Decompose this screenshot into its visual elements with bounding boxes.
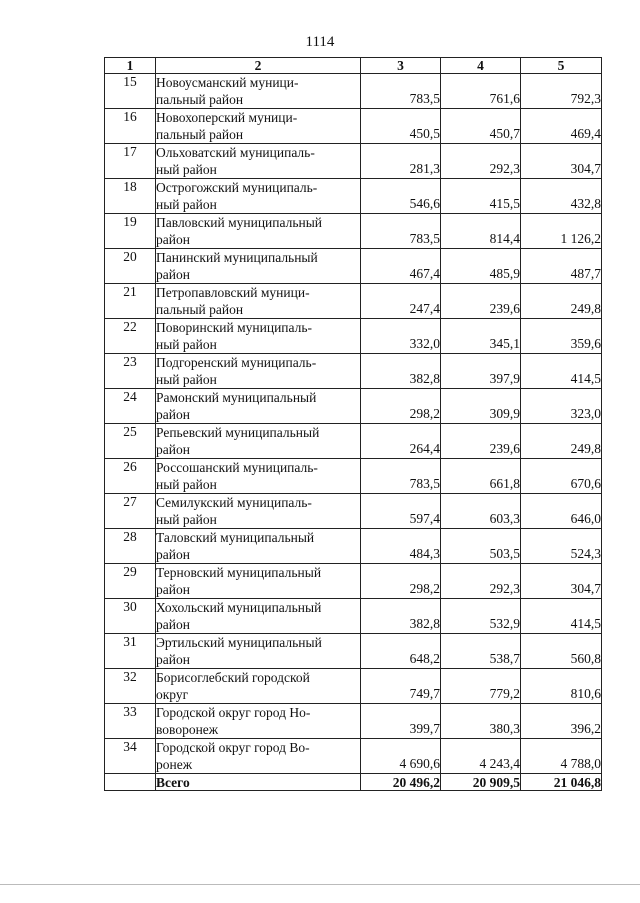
value-col-3 xyxy=(361,109,441,144)
value-col-4 xyxy=(441,634,521,669)
value-col-3 xyxy=(361,389,441,424)
district-name-line-2: пальный район xyxy=(156,92,244,107)
value-col-5 xyxy=(521,739,602,774)
value-text: 264,4 xyxy=(409,441,440,456)
table-row xyxy=(105,459,602,494)
value-col-3 xyxy=(361,529,441,564)
row-number: 27 xyxy=(105,494,156,529)
value-col-3 xyxy=(361,354,441,389)
value-col-5 xyxy=(521,389,602,424)
table-row xyxy=(105,599,602,634)
value-text: 414,5 xyxy=(570,371,601,386)
district-name-line-1: Городской округ город Но- xyxy=(156,705,311,720)
value-col-5 xyxy=(521,669,602,704)
district-name-line-2: район xyxy=(156,407,190,422)
district-name xyxy=(156,109,361,144)
value-col-5 xyxy=(521,214,602,249)
table-row xyxy=(105,704,602,739)
value-col-3 xyxy=(361,284,441,319)
row-number: 16 xyxy=(105,109,156,144)
value-text: 281,3 xyxy=(409,161,440,176)
district-name-line-2: район xyxy=(156,232,190,247)
district-name-line-1: Городской округ город Во- xyxy=(156,740,310,755)
district-name-line-2: ронеж xyxy=(156,757,193,772)
header-col-1: 1 xyxy=(105,58,156,74)
value-col-4 xyxy=(441,704,521,739)
district-name-line-1: Семилукский муниципаль- xyxy=(156,495,312,510)
total-label: Всего xyxy=(156,774,361,791)
district-name-line-1: Россошанский муниципаль- xyxy=(156,460,318,475)
value-col-5 xyxy=(521,179,602,214)
district-name-line-1: Острогожский муниципаль- xyxy=(156,180,318,195)
value-col-5 xyxy=(521,704,602,739)
value-text: 345,1 xyxy=(489,336,520,351)
table-row xyxy=(105,354,602,389)
value-col-3 xyxy=(361,249,441,284)
value-text: 503,5 xyxy=(489,546,520,561)
district-name xyxy=(156,599,361,634)
value-text: 323,0 xyxy=(570,406,601,421)
value-text: 247,4 xyxy=(409,301,440,316)
row-number: 34 xyxy=(105,739,156,774)
value-text: 239,6 xyxy=(489,441,520,456)
district-name-line-1: Репьевский муниципальный xyxy=(156,425,320,440)
value-text: 761,6 xyxy=(489,91,520,106)
row-number: 19 xyxy=(105,214,156,249)
value-text: 249,8 xyxy=(570,441,601,456)
row-number: 21 xyxy=(105,284,156,319)
value-text: 304,7 xyxy=(570,581,601,596)
district-name-line-1: Поворинский муниципаль- xyxy=(156,320,313,335)
value-text: 399,7 xyxy=(409,721,440,736)
table-row xyxy=(105,669,602,704)
district-name xyxy=(156,669,361,704)
value-text: 359,6 xyxy=(570,336,601,351)
district-name-line-1: Новоусманский муници- xyxy=(156,75,299,90)
total-value-col-4: 20 909,5 xyxy=(441,774,521,791)
value-text: 298,2 xyxy=(409,581,440,596)
table-row xyxy=(105,634,602,669)
district-name-line-1: Панинский муниципальный xyxy=(156,250,318,265)
table-row xyxy=(105,214,602,249)
district-name xyxy=(156,459,361,494)
value-col-4 xyxy=(441,599,521,634)
value-col-3 xyxy=(361,494,441,529)
value-col-5 xyxy=(521,249,602,284)
value-col-4 xyxy=(441,564,521,599)
district-name xyxy=(156,529,361,564)
value-col-3 xyxy=(361,459,441,494)
value-text: 670,6 xyxy=(570,476,601,491)
value-col-3 xyxy=(361,319,441,354)
header-row xyxy=(105,58,602,74)
value-col-5 xyxy=(521,284,602,319)
district-name-line-2: ный район xyxy=(156,372,217,387)
district-name-line-2: район xyxy=(156,582,190,597)
value-text: 414,5 xyxy=(570,616,601,631)
district-name xyxy=(156,74,361,109)
value-col-5 xyxy=(521,599,602,634)
table-row xyxy=(105,179,602,214)
value-text: 487,7 xyxy=(570,266,601,281)
header-col-5: 5 xyxy=(521,58,602,74)
district-name xyxy=(156,284,361,319)
value-col-3 xyxy=(361,564,441,599)
value-text: 1 126,2 xyxy=(560,231,601,246)
value-text: 4 243,4 xyxy=(479,756,520,771)
row-number: 25 xyxy=(105,424,156,459)
value-col-4 xyxy=(441,319,521,354)
district-name xyxy=(156,564,361,599)
value-col-4 xyxy=(441,249,521,284)
table-row xyxy=(105,319,602,354)
district-name xyxy=(156,389,361,424)
value-text: 4 690,6 xyxy=(399,756,440,771)
table-row xyxy=(105,109,602,144)
value-col-4 xyxy=(441,739,521,774)
table-row xyxy=(105,424,602,459)
row-number: 20 xyxy=(105,249,156,284)
value-text: 467,4 xyxy=(409,266,440,281)
district-name xyxy=(156,249,361,284)
total-value-col-3: 20 496,2 xyxy=(361,774,441,791)
row-number: 15 xyxy=(105,74,156,109)
district-name xyxy=(156,494,361,529)
value-text: 524,3 xyxy=(570,546,601,561)
value-text: 382,8 xyxy=(409,616,440,631)
district-name-line-2: ный район xyxy=(156,512,217,527)
row-number: 18 xyxy=(105,179,156,214)
district-name-line-1: Павловский муниципальный xyxy=(156,215,323,230)
header-col-2: 2 xyxy=(156,58,361,74)
value-col-5 xyxy=(521,354,602,389)
district-name-line-2: округ xyxy=(156,687,189,702)
value-col-4 xyxy=(441,669,521,704)
district-name xyxy=(156,214,361,249)
row-number: 30 xyxy=(105,599,156,634)
value-text: 298,2 xyxy=(409,406,440,421)
value-text: 415,5 xyxy=(489,196,520,211)
value-text: 532,9 xyxy=(489,616,520,631)
value-col-3 xyxy=(361,669,441,704)
value-text: 380,3 xyxy=(489,721,520,736)
value-text: 783,5 xyxy=(409,476,440,491)
district-name-line-1: Новохоперский муници- xyxy=(156,110,298,125)
total-value-col-5: 21 046,8 xyxy=(521,774,602,791)
value-col-4 xyxy=(441,74,521,109)
district-name-line-1: Рамонский муниципальный xyxy=(156,390,317,405)
value-col-4 xyxy=(441,284,521,319)
value-col-5 xyxy=(521,319,602,354)
value-text: 4 788,0 xyxy=(560,756,601,771)
district-name xyxy=(156,704,361,739)
row-number: 17 xyxy=(105,144,156,179)
total-row xyxy=(105,774,602,791)
value-col-3 xyxy=(361,424,441,459)
district-name xyxy=(156,739,361,774)
table-row xyxy=(105,249,602,284)
value-col-4 xyxy=(441,424,521,459)
value-text: 396,2 xyxy=(570,721,601,736)
page-number: 1114 xyxy=(305,34,335,50)
value-text: 814,4 xyxy=(489,231,520,246)
value-col-3 xyxy=(361,634,441,669)
value-text: 309,9 xyxy=(489,406,520,421)
district-name xyxy=(156,144,361,179)
table-row xyxy=(105,144,602,179)
value-text: 783,5 xyxy=(409,91,440,106)
value-col-4 xyxy=(441,109,521,144)
row-number: 33 xyxy=(105,704,156,739)
table-row xyxy=(105,284,602,319)
value-col-5 xyxy=(521,564,602,599)
district-name-line-2: район xyxy=(156,547,190,562)
value-text: 397,9 xyxy=(489,371,520,386)
row-number: 22 xyxy=(105,319,156,354)
value-col-3 xyxy=(361,179,441,214)
value-text: 560,8 xyxy=(570,651,601,666)
district-name-line-1: Ольховатский муниципаль- xyxy=(156,145,315,160)
district-name-line-2: ный район xyxy=(156,477,217,492)
district-name xyxy=(156,354,361,389)
value-col-3 xyxy=(361,214,441,249)
value-text: 546,6 xyxy=(409,196,440,211)
value-text: 538,7 xyxy=(489,651,520,666)
district-name-line-2: воворонеж xyxy=(156,722,219,737)
value-text: 749,7 xyxy=(409,686,440,701)
district-name-line-1: Эртильский муниципальный xyxy=(156,635,322,650)
district-name-line-1: Борисоглебский городской xyxy=(156,670,310,685)
value-text: 783,5 xyxy=(409,231,440,246)
value-col-5 xyxy=(521,109,602,144)
budget-table xyxy=(104,57,602,791)
value-col-5 xyxy=(521,144,602,179)
header-col-4: 4 xyxy=(441,58,521,74)
district-name-line-2: район xyxy=(156,652,190,667)
district-name-line-1: Терновский муниципальный xyxy=(156,565,322,580)
value-text: 484,3 xyxy=(409,546,440,561)
value-col-4 xyxy=(441,179,521,214)
total-empty-cell xyxy=(105,774,156,791)
district-name-line-2: ный район xyxy=(156,337,217,352)
district-name-line-2: ный район xyxy=(156,162,217,177)
row-number: 32 xyxy=(105,669,156,704)
value-col-5 xyxy=(521,634,602,669)
value-col-5 xyxy=(521,529,602,564)
district-name-line-2: ный район xyxy=(156,197,217,212)
row-number: 28 xyxy=(105,529,156,564)
value-text: 450,7 xyxy=(489,126,520,141)
district-name-line-1: Петропавловский муници- xyxy=(156,285,310,300)
table-row xyxy=(105,389,602,424)
value-text: 661,8 xyxy=(489,476,520,491)
district-name-line-1: Хохольский муниципальный xyxy=(156,600,322,615)
value-col-5 xyxy=(521,74,602,109)
value-text: 810,6 xyxy=(570,686,601,701)
value-text: 469,4 xyxy=(570,126,601,141)
table-row xyxy=(105,74,602,109)
row-number: 31 xyxy=(105,634,156,669)
row-number: 26 xyxy=(105,459,156,494)
district-name-line-2: пальный район xyxy=(156,127,244,142)
value-col-4 xyxy=(441,214,521,249)
value-text: 292,3 xyxy=(489,581,520,596)
value-col-4 xyxy=(441,459,521,494)
value-text: 239,6 xyxy=(489,301,520,316)
table-row xyxy=(105,564,602,599)
value-col-4 xyxy=(441,389,521,424)
district-name-line-2: район xyxy=(156,267,190,282)
row-number: 29 xyxy=(105,564,156,599)
value-text: 332,0 xyxy=(409,336,440,351)
table-row xyxy=(105,739,602,774)
page-bottom-rule xyxy=(0,884,640,885)
value-col-3 xyxy=(361,144,441,179)
district-name xyxy=(156,179,361,214)
value-text: 249,8 xyxy=(570,301,601,316)
value-text: 779,2 xyxy=(489,686,520,701)
header-col-3: 3 xyxy=(361,58,441,74)
value-col-3 xyxy=(361,704,441,739)
value-text: 485,9 xyxy=(489,266,520,281)
value-text: 648,2 xyxy=(409,651,440,666)
value-col-4 xyxy=(441,494,521,529)
district-name xyxy=(156,424,361,459)
district-name-line-2: район xyxy=(156,442,190,457)
value-col-4 xyxy=(441,354,521,389)
value-col-3 xyxy=(361,599,441,634)
value-text: 597,4 xyxy=(409,511,440,526)
value-col-4 xyxy=(441,144,521,179)
value-col-3 xyxy=(361,739,441,774)
district-name xyxy=(156,634,361,669)
value-text: 450,5 xyxy=(409,126,440,141)
value-col-4 xyxy=(441,529,521,564)
value-col-5 xyxy=(521,424,602,459)
value-text: 603,3 xyxy=(489,511,520,526)
value-col-5 xyxy=(521,459,602,494)
district-name-line-1: Таловский муниципальный xyxy=(156,530,315,545)
value-col-3 xyxy=(361,74,441,109)
table-row xyxy=(105,529,602,564)
value-text: 382,8 xyxy=(409,371,440,386)
row-number: 24 xyxy=(105,389,156,424)
table-row xyxy=(105,494,602,529)
district-name-line-2: район xyxy=(156,617,190,632)
value-text: 646,0 xyxy=(570,511,601,526)
district-name xyxy=(156,319,361,354)
district-name-line-2: пальный район xyxy=(156,302,244,317)
value-text: 304,7 xyxy=(570,161,601,176)
value-text: 792,3 xyxy=(570,91,601,106)
row-number: 23 xyxy=(105,354,156,389)
value-text: 292,3 xyxy=(489,161,520,176)
value-col-5 xyxy=(521,494,602,529)
district-name-line-1: Подгоренский муниципаль- xyxy=(156,355,317,370)
value-text: 432,8 xyxy=(570,196,601,211)
